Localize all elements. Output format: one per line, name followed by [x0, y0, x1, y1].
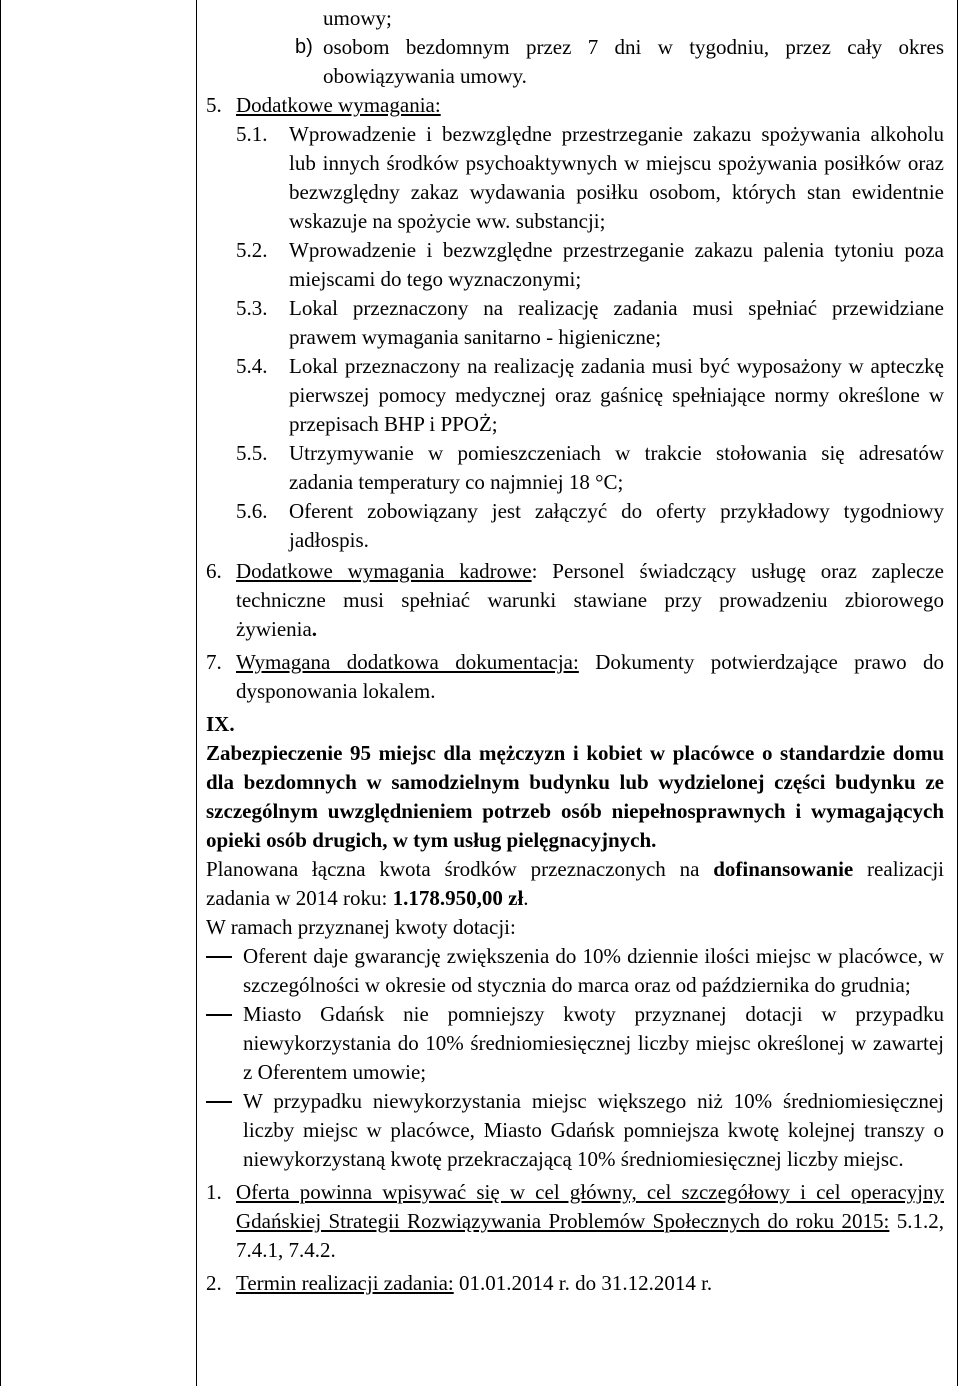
- section-5-item-text: Wprowadzenie i bezwzględne przestrzeganie zakazu spożywania alkoholu lub innych środków psychoaktywnych w miejscu spożywania posiłków oraz bezwzględny zakaz wydawania posiłku osobom, których stan ewidentnie wskazuje na spożycie ww. substancji;: [289, 122, 944, 233]
- section-6: [206, 557, 944, 644]
- section-5-item-number: 5.5.: [236, 441, 268, 465]
- numbered-item-1-text: 5.1.2, 7.4.1, 7.4.2.: [236, 1209, 944, 1262]
- section-5-item-number: 5.2.: [236, 238, 268, 262]
- list-item: [206, 1000, 944, 1087]
- numbered-item-1-label: 1.: [206, 1180, 222, 1204]
- numbered-item-2: [206, 1269, 944, 1298]
- section-7: [206, 648, 944, 706]
- dash-bullet-icon: [206, 1014, 232, 1016]
- section-5-item: [206, 120, 944, 236]
- section-5-item: [206, 352, 944, 439]
- section-7-label: 7.: [206, 650, 222, 674]
- section-5-item-number: 5.4.: [236, 354, 268, 378]
- numbered-item-2-label: 2.: [206, 1271, 222, 1295]
- section-5-label: 5.: [206, 93, 222, 117]
- numbered-item-1: [206, 1178, 944, 1265]
- section-5-heading: [206, 91, 944, 120]
- item-b-text: osobom bezdomnym przez 7 dni w tygodniu, przez cały okres obowiązywania umowy.: [323, 35, 944, 88]
- funding-paragraph: Planowana łączna kwota środków przeznaczonych na dofinansowanie realizacji zadania w 2014 roku: 1.178.950,00 zł.: [206, 857, 944, 910]
- section-ix-label: IX.: [206, 712, 235, 736]
- section-5-item: [206, 439, 944, 497]
- dash-bullet-icon: [206, 1101, 232, 1103]
- section-5-list: [206, 120, 944, 555]
- item-b: [206, 33, 944, 91]
- section-5-item-text: Utrzymywanie w pomieszczeniach w trakcie stołowania się adresatów zadania temperatury co najmniej 18 °C;: [289, 441, 944, 494]
- section-6-text: : Personel świadczący usługę oraz zaplecze techniczne musi spełniać warunki stawiane przy prowadzeniu zbiorowego żywienia: [236, 559, 945, 641]
- section-5-item-number: 5.1.: [236, 122, 268, 146]
- section-5-item-number: 5.3.: [236, 296, 268, 320]
- list-item-text: Oferent daje gwarancję zwiększenia do 10% dziennie ilości miejsc w placówce, w szczególności w okresie od stycznia do marca oraz od października do grudnia;: [243, 944, 944, 997]
- dash-bullet-icon: [206, 956, 232, 958]
- section-5-item: [206, 497, 944, 555]
- section-6-dot: .: [311, 617, 318, 641]
- list-item-text: Miasto Gdańsk nie pomniejszy kwoty przyznanej dotacji w przypadku niewykorzystania do 10% średniomiesięcznej liczby miejsc określonej w zawartej z Oferentem umowie;: [243, 1002, 944, 1084]
- list-item-text: W przypadku niewykorzystania miejsc większego niż 10% średniomiesięcznej liczby miejsc w placówce, Miasto Gdańsk pomniejsza kwotę kolejnej transzy o niewykorzystaną kwotę przekraczającą 10% średniomiesięcznej liczby miejsc.: [243, 1089, 944, 1171]
- section-5-item: [206, 294, 944, 352]
- column-divider: [196, 0, 197, 1386]
- numbered-item-2-text: 01.01.2014 r. do 31.12.2014 r.: [453, 1271, 713, 1295]
- funding-amount: 1.178.950,00 zł: [392, 886, 524, 910]
- section-5-item-text: Lokal przeznaczony na realizację zadania musi być wyposażony w apteczkę pierwszej pomocy medycznej oraz gaśnicę spełniające normy określone w przepisach BHP i PPOŻ;: [289, 354, 944, 436]
- section-5-item: [206, 236, 944, 294]
- section-ix-title: Zabezpieczenie 95 miejsc dla mężczyzn i kobiet w placówce o standardzie domu dla bezdomnych w samodzielnym budynku lub wydzielonej części budynku ze szczególnym uwzględnieniem potrzeb osób niepełnosprawnych i wymagających opieki osób drugich, w tym usług pielęgnacyjnych.: [206, 741, 944, 852]
- section-5-title: Dodatkowe wymagania:: [236, 93, 441, 117]
- funding-bold-word: dofinansowanie: [713, 857, 854, 881]
- list-item: [206, 1087, 944, 1174]
- document-content: [206, 4, 944, 1298]
- section-5-item-text: Lokal przeznaczony na realizację zadania musi spełniać przewidziane prawem wymagania sanitarno - higieniczne;: [289, 296, 944, 349]
- umowy-line: umowy;: [323, 6, 392, 30]
- list-item: [206, 942, 944, 1000]
- section-6-label: 6.: [206, 559, 222, 583]
- section-6-title: Dodatkowe wymagania kadrowe: [236, 559, 532, 583]
- section-7-text: Dokumenty potwierdzające prawo do dysponowania lokalem.: [236, 650, 944, 703]
- numbered-item-2-title: Termin realizacji zadania:: [236, 1271, 454, 1295]
- numbered-item-1-title: Oferta powinna wpisywać się w cel główny, cel szczegółowy i cel operacyjny Gdańskiej Strategii Rozwiązywania Problemów Społecznych do roku 2015:: [236, 1180, 944, 1233]
- section-5-item-number: 5.6.: [236, 499, 268, 523]
- item-b-label: b): [295, 36, 313, 58]
- grant-conditions-list: [206, 942, 944, 1174]
- section-5-item-text: Wprowadzenie i bezwzględne przestrzeganie zakazu palenia tytoniu poza miejscami do tego wyznaczonymi;: [289, 238, 944, 291]
- grant-intro: W ramach przyznanej kwoty dotacji:: [206, 915, 516, 939]
- section-7-title: Wymagana dodatkowa dokumentacja:: [236, 650, 579, 674]
- section-5-item-text: Oferent zobowiązany jest załączyć do oferty przykładowy tygodniowy jadłospis.: [289, 499, 944, 552]
